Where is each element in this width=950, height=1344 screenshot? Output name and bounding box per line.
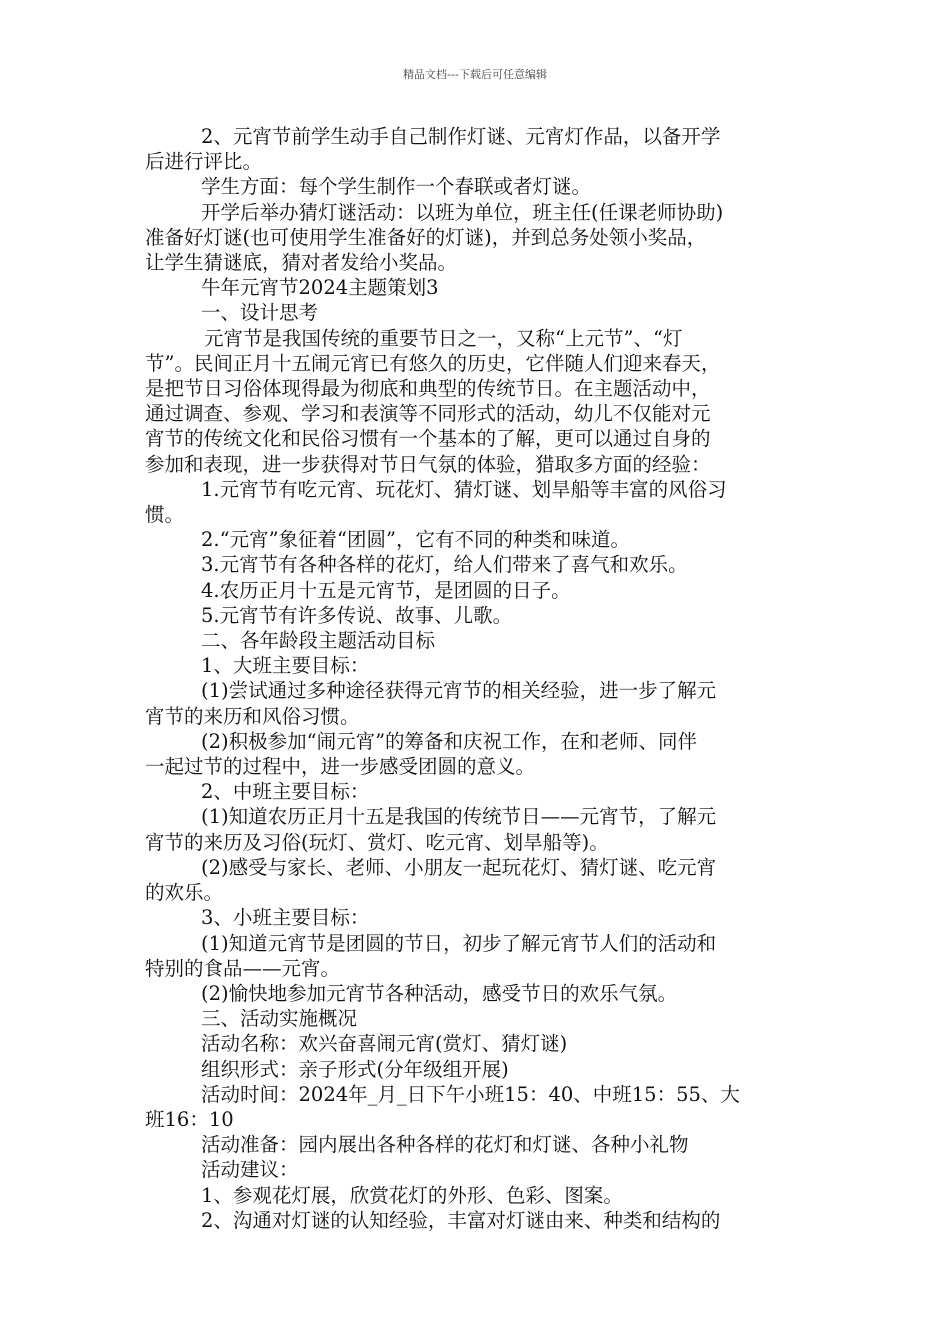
text-line: 活动建议：: [201, 1158, 299, 1182]
text-line: 惯。: [145, 503, 185, 527]
list-item: (2)感受与家长、老师、小朋友一起玩花灯、猜灯谜、吃元宵: [201, 855, 717, 879]
text-line: 宵节的传统文化和民俗习惯有一个基本的了解，更可以通过自身的: [145, 427, 711, 451]
text-line: 一起过节的过程中，进一步感受团圆的意义。: [145, 755, 536, 779]
list-item: 3.元宵节有各种各样的花灯，给人们带来了喜气和欢乐。: [201, 553, 688, 577]
subsection-heading: 1、大班主要目标：: [201, 654, 370, 678]
page-header: 精品文档---下载后可任意编辑: [403, 68, 547, 81]
text-line: 宵节的来历及习俗(玩灯、赏灯、吃元宵、划旱船等)。: [145, 830, 609, 854]
list-item: (1)知道农历正月十五是我国的传统节日——元宵节，了解元: [201, 805, 717, 829]
text-line: 开学后举办猜灯谜活动：以班为单位，班主任(任课老师协助): [201, 200, 724, 224]
section-heading: 二、各年龄段主题活动目标: [201, 629, 436, 653]
text-line: 后进行评比。: [145, 150, 263, 174]
text-line: 学生方面：每个学生制作一个春联或者灯谜。: [201, 175, 592, 199]
text-line: 活动时间：2024年_月_日下午小班15：40、中班15：55、大: [201, 1082, 740, 1106]
text-line: 元宵节是我国传统的重要节日之一，又称“上元节”、“灯: [204, 326, 683, 350]
list-item: 5.元宵节有许多传说、故事、儿歌。: [201, 603, 513, 627]
list-item: (1)知道元宵节是团圆的节日，初步了解元宵节人们的活动和: [201, 931, 717, 955]
text-line: 参加和表现，进一步获得对节日气氛的体验，猎取多方面的经验：: [145, 452, 711, 476]
list-item: 4.农历正月十五是元宵节，是团圆的日子。: [201, 578, 571, 602]
text-line: 活动名称：欢兴奋喜闹元宵(赏灯、猜灯谜): [201, 1032, 568, 1056]
text-line: 节”。民间正月十五闹元宵已有悠久的历史，它伴随人们迎来春天，: [145, 351, 721, 375]
subsection-heading: 3、小班主要目标：: [201, 906, 370, 930]
text-line: 是把节日习俗体现得最为彻底和典型的传统节日。在主题活动中，: [145, 377, 711, 401]
text-line: 班16：10: [145, 1107, 234, 1131]
list-item: 2.“元宵”象征着“团圆”，它有不同的种类和味道。: [201, 528, 630, 552]
section-heading: 三、活动实施概况: [201, 1007, 358, 1031]
text-line: 活动准备：园内展出各种各样的花灯和灯谜、各种小礼物: [201, 1133, 689, 1157]
text-line: 通过调查、参观、学习和表演等不同形式的活动，幼儿不仅能对元: [145, 402, 711, 426]
subsection-heading: 2、中班主要目标：: [201, 780, 370, 804]
list-item: 1.元宵节有吃元宵、玩花灯、猜灯谜、划旱船等丰富的风俗习: [201, 477, 727, 501]
text-line: 宵节的来历和风俗习惯。: [145, 704, 360, 728]
list-item: 2、沟通对灯谜的认知经验，丰富对灯谜由来、种类和结构的: [201, 1208, 721, 1232]
section-title: 牛年元宵节2024主题策划3: [201, 276, 439, 300]
list-item: (1)尝试通过多种途径获得元宵节的相关经验，进一步了解元: [201, 679, 717, 703]
text-line: 让学生猜谜底，猜对者发给小奖品。: [145, 251, 458, 275]
section-heading: 一、设计思考: [201, 301, 319, 325]
text-line: 的欢乐。: [145, 881, 224, 905]
list-item: (2)积极参加“闹元宵”的筹备和庆祝工作，在和老师、同伴: [201, 729, 698, 753]
text-line: 特别的食品——元宵。: [145, 956, 341, 980]
text-line: 2、元宵节前学生动手自己制作灯谜、元宵灯作品，以备开学: [201, 125, 721, 148]
text-line: 组织形式：亲子形式(分年级组开展): [201, 1057, 509, 1081]
list-item: 1、参观花灯展，欣赏花灯的外形、色彩、图案。: [201, 1183, 623, 1207]
text-line: 准备好灯谜(也可使用学生准备好的灯谜)，并到总务处领小奖品，: [145, 225, 707, 249]
list-item: (2)愉快地参加元宵节各种活动，感受节日的欢乐气氛。: [201, 981, 678, 1005]
document-body: [145, 124, 817, 1233]
